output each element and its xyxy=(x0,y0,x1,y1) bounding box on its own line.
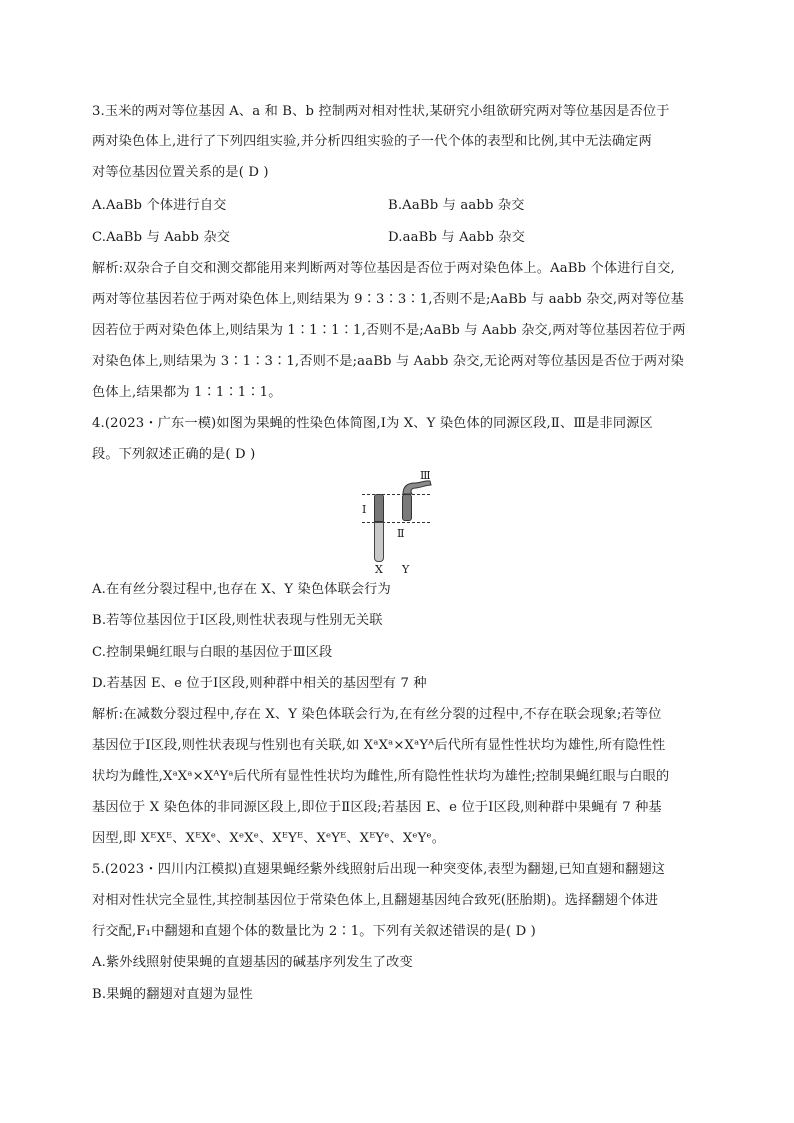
x-chromosome-segment-ii xyxy=(374,522,384,562)
q4-analysis-line-1: 解析:在减数分裂过程中,存在 X、Y 染色体联会行为,在有丝分裂的过程中,不存在联会现象;若等位 xyxy=(92,707,662,722)
q4-option-d: D.若基因 E、e 位于Ⅰ区段,则种群中相关的基因型有 7 种 xyxy=(92,676,427,691)
q4-stem-line-2: 段。下列叙述正确的是( D ) xyxy=(92,447,256,462)
q5-stem-line-1: 5.(2023・四川内江模拟)直翅果蝇经紫外线照射后出现一种突变体,表型为翻翅,已知直翅和翻翅这 xyxy=(92,862,666,877)
homologous-bottom-dash xyxy=(362,522,430,523)
x-chromosome-segment-i xyxy=(374,494,384,522)
label-region-ii: Ⅱ xyxy=(397,527,405,540)
q4-stem-line-1: 4.(2023・广东一模)如图为果蝇的性染色体简图,Ⅰ为 X、Y 染色体的同源区段,Ⅱ、Ⅲ是非同源区 xyxy=(92,416,653,431)
q3-analysis-line-1: 解析:双杂合子自交和测交都能用来判断两对等位基因是否位于两对染色体上。AaBb 个体进行自交, xyxy=(92,261,675,276)
label-region-iii: Ⅲ xyxy=(420,469,431,482)
q5-stem-line-2: 对相对性状完全显性,其控制基因位于常染色体上,且翻翅基因纯合致死(胚胎期)。选择翻翅个体进 xyxy=(92,893,659,908)
q3-analysis-line-5: 色体上,结果都为 1∶1∶1∶1。 xyxy=(92,385,282,400)
q4-option-c: C.控制果蝇红眼与白眼的基因位于Ⅲ区段 xyxy=(92,645,333,660)
q4-analysis-line-2: 基因位于Ⅰ区段,则性状表现与性别也有关联,如 XᵃXᵃ×XᵃYᴬ后代所有显性性状均为雄性,所有隐性性 xyxy=(92,738,666,753)
q3-option-a: A.AaBb 个体进行自交 xyxy=(92,198,227,213)
q3-option-d: D.aaBb 与 Aabb 杂交 xyxy=(388,230,525,245)
q3-option-c: C.AaBb 与 Aabb 杂交 xyxy=(92,230,231,245)
label-x-chromosome: X xyxy=(375,563,383,576)
q3-analysis-line-4: 对染色体上,则结果为 3∶1∶3∶1,否则不是;aaBb 与 Aabb 杂交,无论两对等位基因是否位于两对染 xyxy=(92,354,684,369)
sex-chromosome-diagram xyxy=(360,470,440,580)
q3-stem-line-1: 3.玉米的两对等位基因 A、a 和 B、b 控制两对相对性状,某研究小组欲研究两对等位基因是否位于 xyxy=(92,104,670,119)
q5-stem-line-3: 行交配,F₁中翻翅和直翅个体的数量比为 2∶1。下列有关叙述错误的是( D ) xyxy=(92,924,536,939)
q4-analysis-line-5: 因型,即 XᴱXᴱ、XᴱXᵉ、XᵉXᵉ、XᴱYᴱ、XᵉYᴱ、XᴱYᵉ、XᵉYᵉ。 xyxy=(92,831,446,846)
q4-analysis-line-3: 状均为雌性,XᵃXᵃ×XᴬYᵃ后代所有显性性状均为雌性,所有隐性性状均为雄性;控制果蝇红眼与白眼的 xyxy=(92,769,670,784)
q3-analysis-line-3: 因若位于两对染色体上,则结果为 1∶1∶1∶1,否则不是;AaBb 与 Aabb 杂交,两对等位基因若位于两 xyxy=(92,323,686,338)
q3-analysis-line-2: 两对等位基因若位于两对染色体上,则结果为 9∶3∶3∶1,否则不是;AaBb 与 aabb 杂交,两对等位基 xyxy=(92,292,684,307)
q5-option-b: B.果蝇的翻翅对直翅为显性 xyxy=(92,987,253,1002)
q3-option-b: B.AaBb 与 aabb 杂交 xyxy=(388,198,525,213)
y-chromosome-body xyxy=(402,494,412,521)
q3-stem-line-2: 两对染色体上,进行了下列四组实验,并分析四组实验的子一代个体的表型和比例,其中无法确定两 xyxy=(92,134,652,149)
q4-option-b: B.若等位基因位于Ⅰ区段,则性状表现与性别无关联 xyxy=(92,613,383,628)
label-region-i: Ⅰ xyxy=(362,503,367,516)
label-y-chromosome: Y xyxy=(402,563,410,576)
q3-stem-line-3: 对等位基因位置关系的是( D ) xyxy=(92,165,269,180)
q4-option-a: A.在有丝分裂过程中,也存在 X、Y 染色体联会行为 xyxy=(92,582,391,597)
q4-analysis-line-4: 基因位于 X 染色体的非同源区段上,即位于Ⅱ区段;若基因 E、e 位于Ⅰ区段,则种群中果蝇有 7 种基 xyxy=(92,800,662,815)
q5-option-a: A.紫外线照射使果蝇的直翅基因的碱基序列发生了改变 xyxy=(92,955,413,970)
